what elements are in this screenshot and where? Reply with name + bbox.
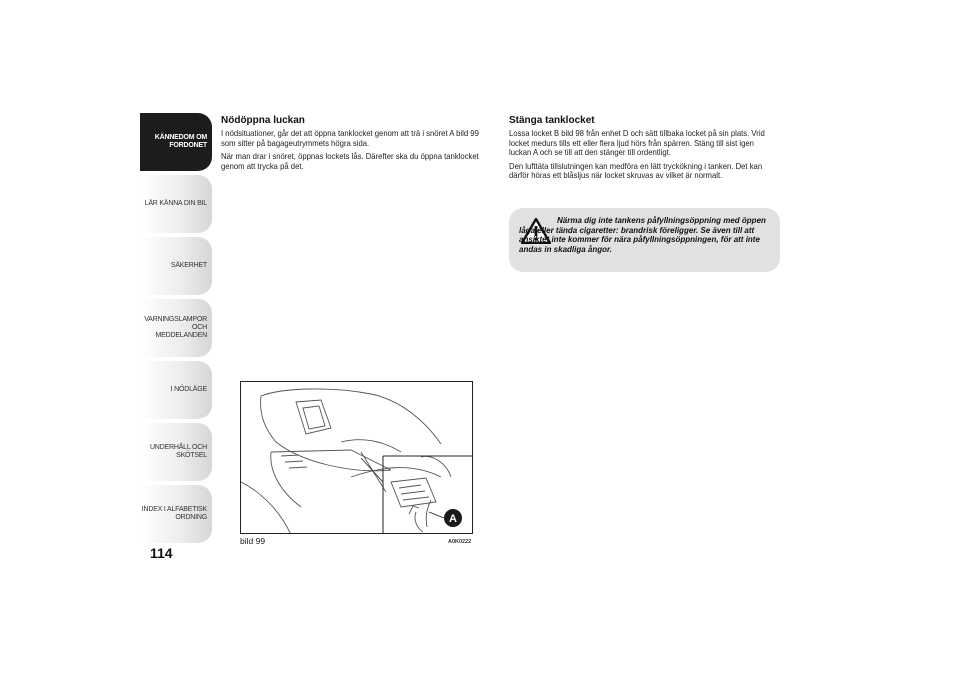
tab-label: KÄNNEDOM OM FORDONET — [154, 134, 207, 149]
callout-a: A — [449, 513, 457, 525]
tab-label: UNDERHÅLL OCH SKÖTSEL — [149, 444, 207, 459]
tab-lar-kanna-din-bil[interactable] — [140, 175, 212, 233]
paragraph: Den lufttäta tillslutningen kan medföra en lätt tryckökning i tanken. Det kan därför höras ett blåsljus när locket skruvas av vilket är normalt. — [509, 160, 763, 181]
paragraph: Lossa locket B bild 98 från enhet D och sätt tillbaka locket på sin plats. Vrid locket medurs tills ett eller flera ljud hörs från spärren. Stäng till sist igen luckan A och se till att den stänger till ordentligt. — [509, 128, 765, 158]
warning-text: Närma dig inte tankens påfyllningsöppning med öppen låga eller tända cigaretter: brandrisk föreligger. Se även till att ansiktet inte kommer för nära påfyllningsöppningen, för att inte andas in skadliga ångor. — [519, 216, 766, 254]
tab-label: VARNINGSLAMPOR OCH MEDDELANDEN — [144, 316, 207, 339]
figure-caption: bild 99 — [240, 536, 266, 546]
tab-label: LÄR KÄNNA DIN BIL — [144, 200, 207, 207]
figure-code: A0K0222 — [448, 539, 472, 545]
tab-label: SÄKERHET — [170, 262, 207, 269]
tab-varningslampor[interactable] — [140, 299, 212, 357]
figure-99-illustration — [240, 381, 473, 534]
section-close-fuel-cap — [509, 115, 779, 185]
tab-index[interactable] — [140, 485, 212, 543]
paragraph: När man drar i snöret, öppnas lockets lås. Därefter ska du öppna tanklocket genom att trycka på det. — [221, 151, 479, 171]
page-number: 114 — [150, 545, 173, 561]
trunk-release-cord-drawing — [241, 382, 473, 534]
tab-label: INDEX I ALFABETISK ORDNING — [141, 506, 207, 521]
warning-box — [509, 208, 780, 272]
section-title: Stänga tanklocket — [509, 115, 595, 126]
tab-sakerhet[interactable] — [140, 237, 212, 295]
paragraph: I nödsituationer, går det att öppna tanklocket genom att trä i snöret A bild 99 som sitter på bagageutrymmets högra sida. — [221, 128, 479, 148]
section-emergency-open — [221, 115, 489, 175]
tab-underhall-och-skotsel[interactable] — [140, 423, 212, 481]
section-title: Nödöppna luckan — [221, 115, 305, 126]
tab-kannedom-om-fordonet[interactable] — [140, 113, 212, 171]
tab-label: I NÖDLÄGE — [170, 386, 207, 393]
tab-i-nodlage[interactable] — [140, 361, 212, 419]
